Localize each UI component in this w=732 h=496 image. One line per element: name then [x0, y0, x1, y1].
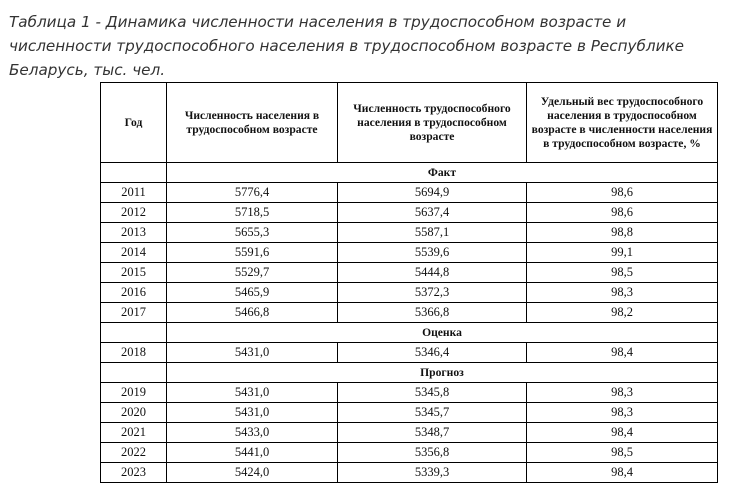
population-cell: 5718,5: [167, 203, 338, 223]
share-cell: 98,8: [527, 223, 718, 243]
able-population-cell: 5356,8: [338, 443, 527, 463]
share-cell: 98,3: [527, 383, 718, 403]
able-population-cell: 5348,7: [338, 423, 527, 443]
year-cell: 2014: [101, 243, 167, 263]
population-cell: 5424,0: [167, 463, 338, 483]
share-cell: 98,4: [527, 343, 718, 363]
table-row: [101, 403, 718, 423]
able-population-cell: 5694,9: [338, 183, 527, 203]
population-cell: 5466,8: [167, 303, 338, 323]
table-row: [101, 443, 718, 463]
share-cell: 98,4: [527, 463, 718, 483]
able-population-cell: 5587,1: [338, 223, 527, 243]
population-cell: 5776,4: [167, 183, 338, 203]
share-cell: 98,6: [527, 183, 718, 203]
population-cell: 5465,9: [167, 283, 338, 303]
table-row: [101, 303, 718, 323]
year-cell: 2018: [101, 343, 167, 363]
table-row: [101, 223, 718, 243]
population-cell: 5529,7: [167, 263, 338, 283]
population-cell: 5431,0: [167, 383, 338, 403]
year-cell: 2015: [101, 263, 167, 283]
year-cell: 2019: [101, 383, 167, 403]
table-row: [101, 463, 718, 483]
able-population-cell: 5345,7: [338, 403, 527, 423]
table-row: [101, 263, 718, 283]
section-label: Прогноз: [167, 363, 718, 383]
able-population-cell: 5372,3: [338, 283, 527, 303]
section-row: [101, 323, 718, 343]
section-row: [101, 163, 718, 183]
section-label: Оценка: [167, 323, 718, 343]
table-row: [101, 423, 718, 443]
table-row: [101, 383, 718, 403]
section-blank-cell: [101, 363, 167, 383]
population-cell: 5433,0: [167, 423, 338, 443]
year-cell: 2013: [101, 223, 167, 243]
able-population-cell: 5339,3: [338, 463, 527, 483]
header-able-population-working-age: Численность трудоспособного населения в трудоспособном возрасте: [338, 83, 527, 163]
share-cell: 98,4: [527, 423, 718, 443]
header-population-working-age: Численность населения в трудоспособном возрасте: [167, 83, 338, 163]
table-row: [101, 183, 718, 203]
share-cell: 98,5: [527, 443, 718, 463]
header-row: [101, 83, 718, 163]
year-cell: 2011: [101, 183, 167, 203]
header-year: Год: [101, 83, 167, 163]
year-cell: 2012: [101, 203, 167, 223]
share-cell: 98,3: [527, 283, 718, 303]
section-label: Факт: [167, 163, 718, 183]
population-table: [100, 82, 718, 483]
able-population-cell: 5539,6: [338, 243, 527, 263]
able-population-cell: 5345,8: [338, 383, 527, 403]
year-cell: 2020: [101, 403, 167, 423]
year-cell: 2022: [101, 443, 167, 463]
section-blank-cell: [101, 323, 167, 343]
population-cell: 5441,0: [167, 443, 338, 463]
year-cell: 2017: [101, 303, 167, 323]
able-population-cell: 5346,4: [338, 343, 527, 363]
table-body: [101, 163, 718, 483]
able-population-cell: 5366,8: [338, 303, 527, 323]
able-population-cell: 5637,4: [338, 203, 527, 223]
able-population-cell: 5444,8: [338, 263, 527, 283]
share-cell: 98,5: [527, 263, 718, 283]
population-cell: 5431,0: [167, 343, 338, 363]
header-share: Удельный вес трудоспособного населения в трудоспособном возрасте в численности населения в трудоспособном возрасте, %: [527, 83, 718, 163]
share-cell: 99,1: [527, 243, 718, 263]
year-cell: 2016: [101, 283, 167, 303]
population-cell: 5591,6: [167, 243, 338, 263]
table-row: [101, 343, 718, 363]
share-cell: 98,2: [527, 303, 718, 323]
share-cell: 98,3: [527, 403, 718, 423]
table-caption: Таблица 1 - Динамика численности населения в трудоспособном возрасте и численности трудоспособного населения в трудоспособном возрасте в Республике Беларусь, тыс. чел.: [9, 13, 684, 79]
table-row: [101, 243, 718, 263]
population-cell: 5431,0: [167, 403, 338, 423]
population-cell: 5655,3: [167, 223, 338, 243]
table-row: [101, 203, 718, 223]
table-row: [101, 283, 718, 303]
year-cell: 2021: [101, 423, 167, 443]
section-row: [101, 363, 718, 383]
share-cell: 98,6: [527, 203, 718, 223]
section-blank-cell: [101, 163, 167, 183]
year-cell: 2023: [101, 463, 167, 483]
